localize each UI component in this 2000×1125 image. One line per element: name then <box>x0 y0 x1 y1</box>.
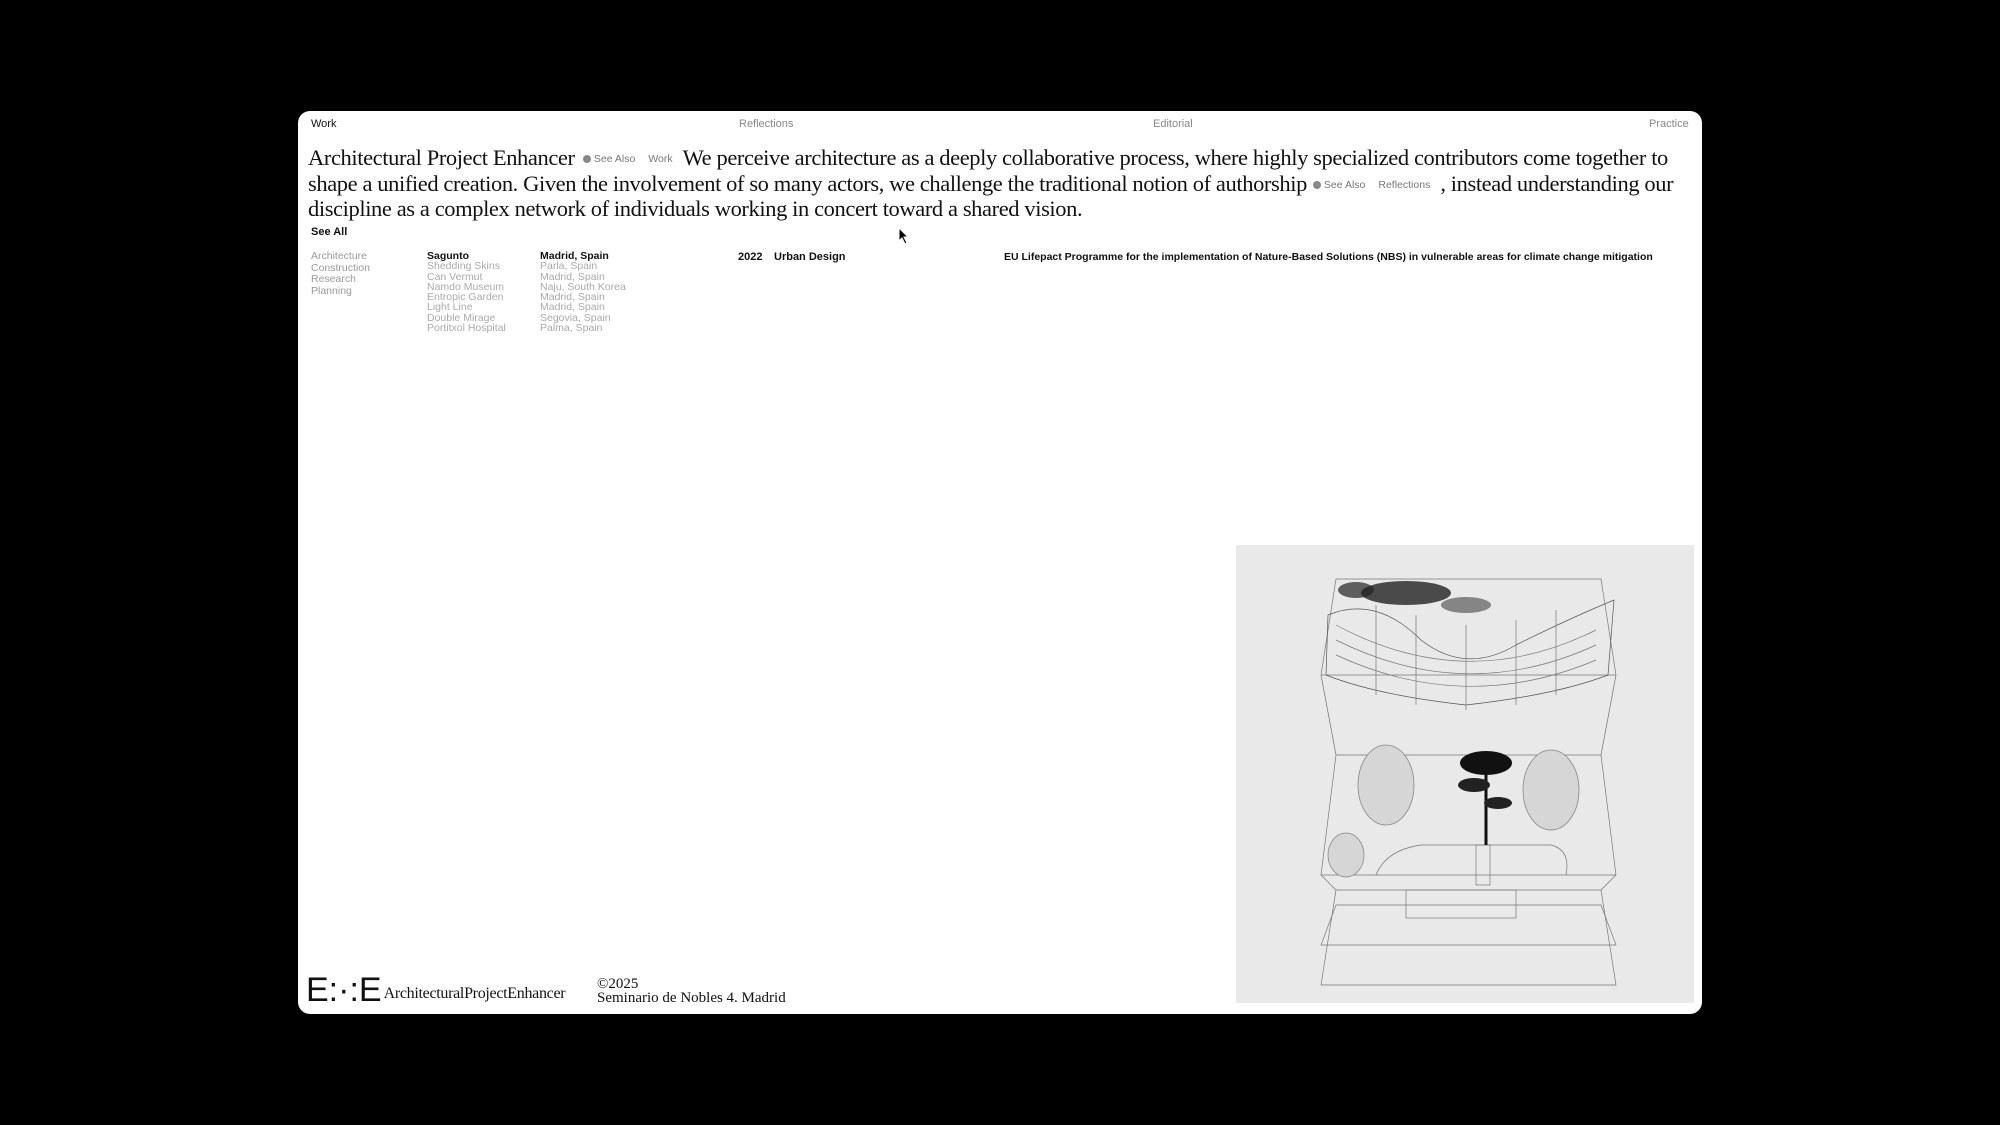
project-location: Palma, Spain <box>540 322 603 335</box>
see-also-label: See Also <box>1323 178 1366 191</box>
location-list <box>540 251 626 333</box>
category-architecture[interactable]: Architecture <box>311 250 368 262</box>
category-research[interactable]: Research <box>311 273 356 286</box>
see-also-label: See Also <box>593 153 636 165</box>
see-also-link-reflections[interactable]: Reflections <box>1378 178 1431 191</box>
project-location: Madrid, Spain <box>540 270 605 283</box>
project-item[interactable]: Can Vermut <box>427 270 483 283</box>
project-location: Segovia, Spain <box>540 311 611 324</box>
project-list <box>427 251 506 333</box>
project-location: Madrid, Spain <box>540 291 605 304</box>
project-description: EU Lifepact Programme for the implementation of Nature-Based Solutions (NBS) in vulnerable areas for climate change mitigation <box>1004 251 1653 263</box>
project-location: Naju, South Korea <box>540 280 626 293</box>
dot-icon <box>583 155 591 163</box>
category-planning[interactable]: Planning <box>311 284 352 297</box>
project-item[interactable]: Double Mirage <box>427 311 496 324</box>
brand-name: ArchitecturalProjectEnhancer <box>383 985 566 1002</box>
category-construction[interactable]: Construction <box>311 261 370 274</box>
project-location: Parla, Spain <box>540 260 598 273</box>
mouse-cursor-icon <box>898 227 910 245</box>
nav-editorial[interactable]: Editorial <box>1153 118 1193 130</box>
see-also-tag-2[interactable] <box>1313 174 1365 198</box>
nav-practice[interactable]: Practice <box>1649 118 1689 130</box>
intro-title: Architectural Project Enhancer <box>308 145 575 170</box>
see-also-tag-1[interactable] <box>583 148 635 172</box>
intro-text-2: , instead understanding our discipline as a complex network of individuals working in concert toward a shared vision. <box>308 170 1674 221</box>
project-type: Urban Design <box>774 251 846 263</box>
project-location: Madrid, Spain <box>540 250 609 262</box>
see-all-link[interactable]: See All <box>311 226 348 238</box>
category-list <box>311 251 370 297</box>
exploded-axonometric-drawing <box>1236 545 1694 1003</box>
project-item[interactable]: Namdo Museum <box>427 280 505 293</box>
project-item[interactable]: Portitxol Hospital <box>427 322 506 335</box>
project-year: 2022 <box>738 251 763 263</box>
nav-reflections[interactable]: Reflections <box>739 118 794 130</box>
footer-logo[interactable] <box>306 971 566 1009</box>
top-nav <box>298 111 1702 139</box>
intro-text-1: We perceive architecture as a deeply collaborative process, where highly specialized contributors come together to shape a unified creation. Given the involvement of so many actors, we challenge the traditional notion of authorship <box>308 145 1668 196</box>
project-location: Madrid, Spain <box>540 301 605 314</box>
dot-icon <box>1313 181 1321 189</box>
project-item[interactable]: Sagunto <box>427 250 469 262</box>
address: Seminario de Nobles 4. Madrid <box>597 990 786 1006</box>
project-item[interactable]: Shedding Skins <box>427 260 500 273</box>
project-hero-image[interactable] <box>1236 545 1694 1003</box>
see-also-link-work[interactable]: Work <box>648 153 673 165</box>
nav-work[interactable]: Work <box>311 118 337 130</box>
project-item[interactable]: Light Line <box>427 301 473 314</box>
copyright: ©2025 <box>597 976 639 992</box>
footer-info <box>597 977 786 1005</box>
project-item[interactable]: Entropic Garden <box>427 291 504 304</box>
logo-mark: E:·:E <box>306 971 382 1009</box>
browser-window <box>298 111 1702 1014</box>
intro-statement <box>308 146 1693 221</box>
